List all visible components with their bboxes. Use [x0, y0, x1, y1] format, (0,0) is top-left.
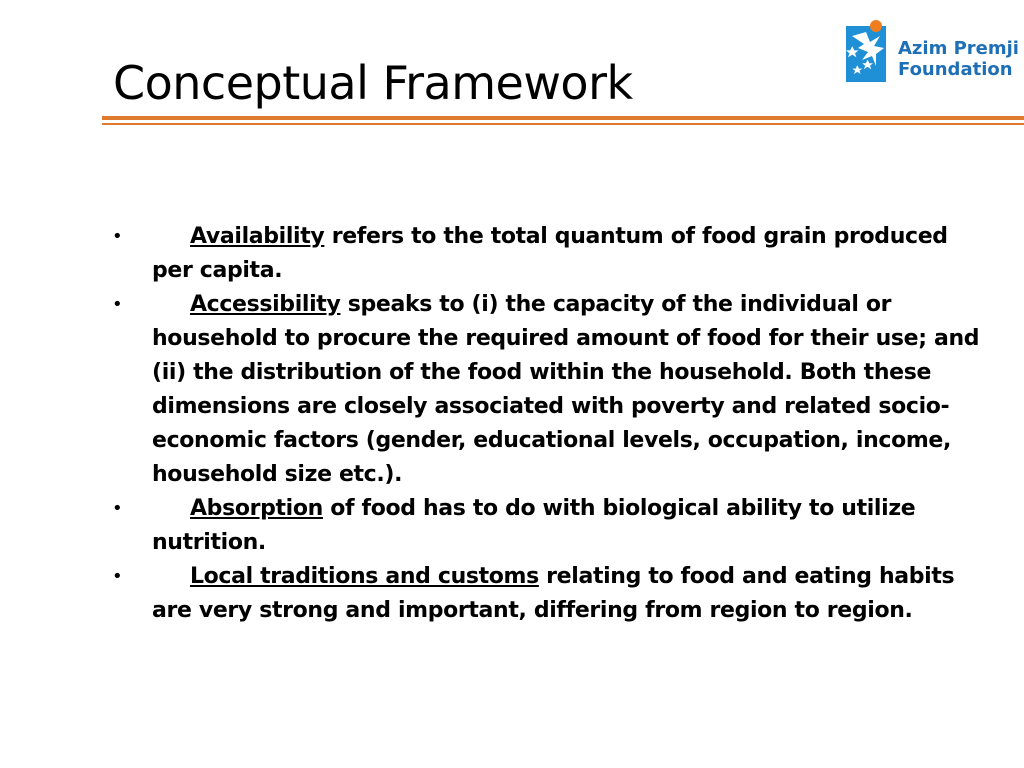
bullet-text: refers to the total quantum of food grain produced per capita. [152, 224, 948, 283]
title-underline [102, 116, 1024, 120]
azim-premji-star-logo-icon [846, 18, 892, 82]
bullet-marker: • [112, 226, 123, 247]
bullet-availability [112, 220, 982, 288]
bullet-term: Absorption [190, 496, 323, 521]
bullet-text: speaks to (i) the capacity of the individual or household to procure the required amount of food for their use; and (ii) the distribution of the food within the household. Both these dimensions are closely associated with poverty and related socio-economic factors (gender, educational levels, occupation, income, household size etc.). [152, 292, 980, 487]
bullet-local-traditions [112, 560, 982, 628]
logo-wordmark [898, 38, 1019, 80]
bullet-term: Accessibility [190, 292, 341, 317]
bullet-absorption [112, 492, 982, 560]
bullet-marker: • [112, 294, 123, 315]
logo-line-1: Azim Premji [898, 38, 1019, 59]
bullet-text: of food has to do with biological ability to utilize nutrition. [152, 496, 916, 555]
logo-line-2: Foundation [898, 59, 1013, 80]
bullet-marker: • [112, 566, 123, 587]
slide-title: Conceptual Framework [113, 56, 633, 110]
foundation-logo [846, 14, 1019, 84]
bullet-list [112, 220, 982, 628]
bullet-term: Availability [190, 224, 325, 249]
title-underline-thin [102, 123, 1024, 125]
bullet-accessibility [112, 288, 982, 492]
bullet-term: Local traditions and customs [190, 564, 539, 589]
bullet-text: relating to food and eating habits are very strong and important, differing from region to region. [152, 564, 955, 623]
bullet-marker: • [112, 498, 123, 519]
